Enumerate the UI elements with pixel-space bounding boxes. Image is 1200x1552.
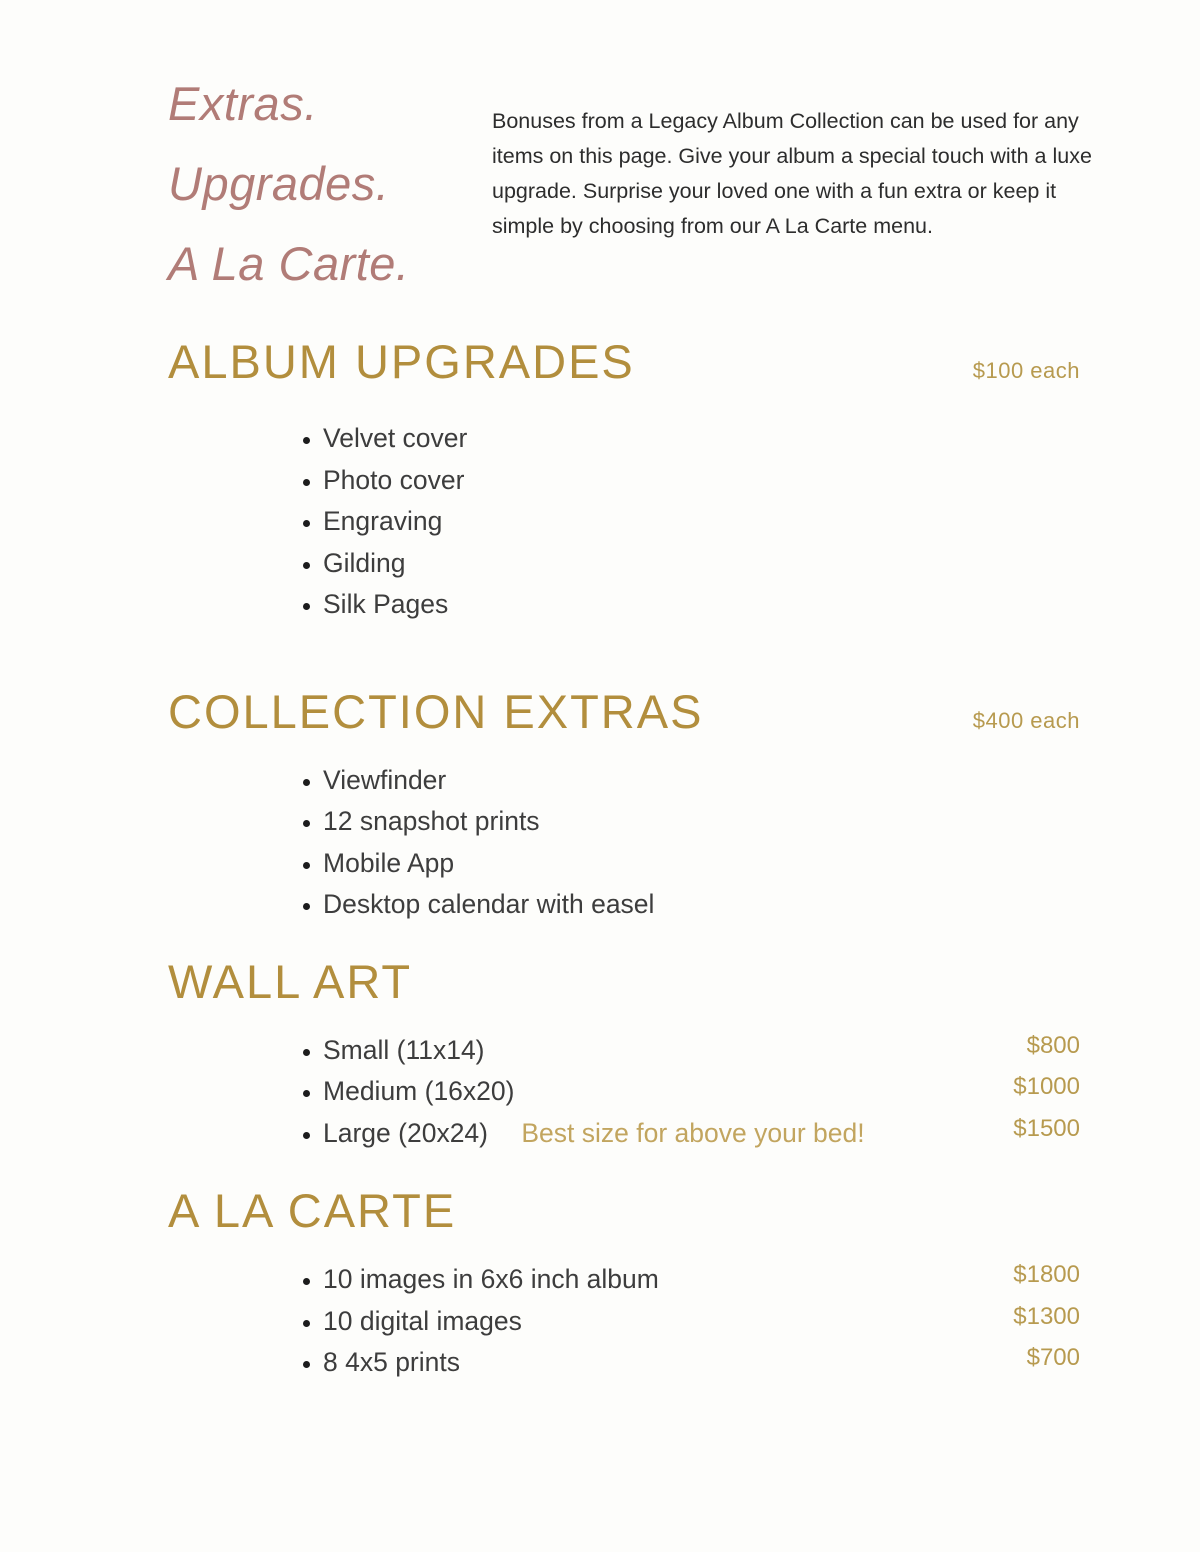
list-item: • Velvet cover [323,418,1080,460]
list-item [323,1030,1080,1072]
album-upgrades-list [168,418,1080,626]
item-price: $1000 [1013,1073,1080,1100]
list-item: • Engraving [323,501,1080,543]
title-line-3: A La Carte. [168,237,410,290]
item-label: 10 images in 6x6 inch album [323,1264,659,1294]
section-a-la-carte [168,1183,1080,1384]
item-price: $1800 [1013,1261,1080,1288]
section-heading: WALL ART [168,954,413,1008]
section-collection-extras [168,684,1080,926]
header [0,0,1200,304]
item-label: Medium (16x20) [323,1076,515,1106]
section-heading: COLLECTION EXTRAS [168,684,704,738]
a-la-carte-list [168,1259,1080,1384]
page-title [168,64,492,304]
item-price: $1300 [1013,1302,1080,1330]
item-price: $700 [1026,1344,1080,1371]
item-label: 10 digital images [323,1305,522,1336]
wall-art-list [168,1030,1080,1155]
list-item: • Viewfinder [323,760,1080,802]
list-item [323,1071,1080,1113]
list-item: • 12 snapshot prints [323,801,1080,843]
section-heading: A LA CARTE [168,1184,457,1237]
item-price: $1500 [1013,1114,1080,1142]
item-label: Large (20x24) [323,1117,488,1148]
intro-paragraph: Bonuses from a Legacy Album Collection can be used for any items on this page. Give your album a special touch with a luxe upgrade. Surprise your loved one with a fun extra or keep it simple by choosing from our A La Carte menu. [492,109,1092,238]
item-note: Best size for above your bed! [521,1117,865,1148]
section-price-note: $400 each [972,707,1080,733]
section-wall-art-head [168,954,1080,1010]
item-price: $800 [1026,1031,1080,1059]
list-item: • Desktop calendar with easel [323,884,1080,926]
list-item: • Mobile App [323,843,1080,885]
list-item: • Silk Pages [323,584,1080,626]
section-wall-art [168,954,1080,1155]
title-line-1: Extras. [168,77,318,130]
section-album-upgrades-head [168,334,1080,390]
list-item [323,1259,1080,1301]
item-label: 8 4x5 prints [323,1347,460,1377]
item-label: Small (11x14) [323,1034,485,1065]
title-line-2: Upgrades. [168,157,390,210]
collection-extras-list [168,760,1080,926]
section-heading: ALBUM UPGRADES [168,335,635,388]
section-price-note: $100 each [972,358,1080,383]
section-album-upgrades [168,334,1080,626]
list-item [323,1342,1080,1384]
list-item: • Photo cover [323,460,1080,502]
list-item [323,1301,1080,1343]
section-collection-extras-head [168,684,1080,740]
list-item: • Gilding [323,543,1080,585]
list-item [323,1113,1080,1155]
section-a-la-carte-head [168,1183,1080,1239]
